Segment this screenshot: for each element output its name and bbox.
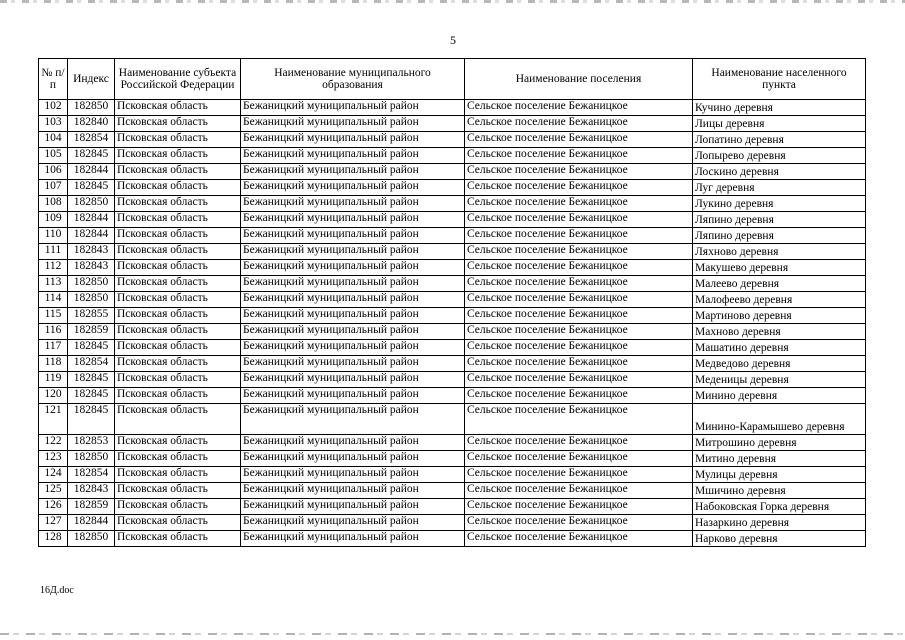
table-row [39,164,866,180]
cell-municipality: Бежаницкий муниципальный район [241,228,465,244]
table-row [39,100,866,116]
cell-subject: Псковская область [115,388,241,404]
cell-num: 111 [39,244,68,260]
cell-subject: Псковская область [115,292,241,308]
cell-index: 182844 [68,228,115,244]
cell-index: 182843 [68,483,115,499]
cell-subject: Псковская область [115,356,241,372]
table-row [39,499,866,515]
cell-num: 113 [39,276,68,292]
cell-locality: Лоскино деревня [693,164,866,180]
header-municipality: Наименование муниципального образования [241,59,465,100]
cell-subject: Псковская область [115,276,241,292]
cell-subject: Псковская область [115,116,241,132]
cell-subject: Псковская область [115,467,241,483]
cell-index: 182854 [68,467,115,483]
cell-num: 121 [39,404,68,435]
cell-settlement: Сельское поселение Бежаницкое [465,515,693,531]
cell-index: 182845 [68,404,115,435]
table-row [39,244,866,260]
cell-index: 182850 [68,292,115,308]
cell-index: 182844 [68,212,115,228]
cell-index: 182850 [68,276,115,292]
cell-municipality: Бежаницкий муниципальный район [241,404,465,435]
cell-num: 109 [39,212,68,228]
table-body [39,100,866,547]
cell-index: 182845 [68,180,115,196]
cell-settlement: Сельское поселение Бежаницкое [465,212,693,228]
cell-subject: Псковская область [115,451,241,467]
cell-locality: Луг деревня [693,180,866,196]
cell-subject: Псковская область [115,148,241,164]
cell-locality: Минино-Карамышево деревня [693,404,866,435]
cell-num: 128 [39,531,68,547]
cell-locality: Мартиново деревня [693,308,866,324]
cell-settlement: Сельское поселение Бежаницкое [465,148,693,164]
cell-settlement: Сельское поселение Бежаницкое [465,100,693,116]
scan-edge-top [0,0,905,3]
cell-locality: Машатино деревня [693,340,866,356]
table-row [39,180,866,196]
cell-subject: Псковская область [115,180,241,196]
cell-subject: Псковская область [115,196,241,212]
cell-locality: Мулицы деревня [693,467,866,483]
cell-locality: Лукино деревня [693,196,866,212]
cell-locality: Митрошино деревня [693,435,866,451]
cell-index: 182844 [68,515,115,531]
cell-index: 182854 [68,132,115,148]
cell-locality: Лопырево деревня [693,148,866,164]
cell-municipality: Бежаницкий муниципальный район [241,116,465,132]
cell-subject: Псковская область [115,531,241,547]
cell-index: 182845 [68,148,115,164]
table-header-row [39,59,866,100]
cell-municipality: Бежаницкий муниципальный район [241,308,465,324]
cell-num: 123 [39,451,68,467]
cell-num: 115 [39,308,68,324]
cell-municipality: Бежаницкий муниципальный район [241,435,465,451]
cell-locality: Кучино деревня [693,100,866,116]
cell-settlement: Сельское поселение Бежаницкое [465,388,693,404]
table-row [39,340,866,356]
cell-locality: Меденицы деревня [693,372,866,388]
cell-index: 182850 [68,100,115,116]
cell-settlement: Сельское поселение Бежаницкое [465,451,693,467]
cell-settlement: Сельское поселение Бежаницкое [465,531,693,547]
cell-subject: Псковская область [115,132,241,148]
cell-settlement: Сельское поселение Бежаницкое [465,308,693,324]
cell-settlement: Сельское поселение Бежаницкое [465,276,693,292]
cell-locality: Мшичино деревня [693,483,866,499]
table-row [39,292,866,308]
table-row [39,404,866,435]
cell-subject: Псковская область [115,372,241,388]
cell-municipality: Бежаницкий муниципальный район [241,340,465,356]
cell-municipality: Бежаницкий муниципальный район [241,483,465,499]
cell-num: 127 [39,515,68,531]
table-row [39,148,866,164]
table-row [39,116,866,132]
cell-locality: Лицы деревня [693,116,866,132]
cell-municipality: Бежаницкий муниципальный район [241,388,465,404]
cell-locality: Малофеево деревня [693,292,866,308]
cell-municipality: Бежаницкий муниципальный район [241,372,465,388]
cell-municipality: Бежаницкий муниципальный район [241,531,465,547]
cell-settlement: Сельское поселение Бежаницкое [465,467,693,483]
cell-num: 102 [39,100,68,116]
cell-subject: Псковская область [115,212,241,228]
cell-municipality: Бежаницкий муниципальный район [241,212,465,228]
cell-subject: Псковская область [115,164,241,180]
cell-subject: Псковская область [115,435,241,451]
cell-num: 105 [39,148,68,164]
cell-num: 107 [39,180,68,196]
scan-edge-bottom [0,633,905,635]
cell-municipality: Бежаницкий муниципальный район [241,356,465,372]
cell-num: 103 [39,116,68,132]
cell-locality: Ляпино деревня [693,228,866,244]
cell-subject: Псковская область [115,499,241,515]
header-settlement: Наименование поселения [465,59,693,100]
table-row [39,435,866,451]
table-row [39,515,866,531]
cell-index: 182844 [68,164,115,180]
cell-index: 182850 [68,196,115,212]
cell-locality: Набоковская Горка деревня [693,499,866,515]
header-index: Индекс [68,59,115,100]
cell-municipality: Бежаницкий муниципальный район [241,164,465,180]
cell-subject: Псковская область [115,404,241,435]
cell-municipality: Бежаницкий муниципальный район [241,148,465,164]
cell-settlement: Сельское поселение Бежаницкое [465,116,693,132]
cell-municipality: Бежаницкий муниципальный район [241,132,465,148]
cell-municipality: Бежаницкий муниципальный район [241,244,465,260]
table-row [39,531,866,547]
cell-municipality: Бежаницкий муниципальный район [241,100,465,116]
cell-num: 118 [39,356,68,372]
cell-subject: Псковская область [115,515,241,531]
cell-municipality: Бежаницкий муниципальный район [241,515,465,531]
cell-subject: Псковская область [115,483,241,499]
cell-settlement: Сельское поселение Бежаницкое [465,372,693,388]
cell-num: 104 [39,132,68,148]
cell-settlement: Сельское поселение Бежаницкое [465,499,693,515]
header-subject: Наименование субъекта Российской Федерации [115,59,241,100]
cell-index: 182855 [68,308,115,324]
table-row [39,228,866,244]
table-row [39,467,866,483]
cell-municipality: Бежаницкий муниципальный район [241,467,465,483]
table-row [39,196,866,212]
cell-index: 182845 [68,388,115,404]
cell-index: 182843 [68,244,115,260]
cell-subject: Псковская область [115,308,241,324]
table-row [39,372,866,388]
cell-num: 114 [39,292,68,308]
table-row [39,132,866,148]
cell-locality: Махново деревня [693,324,866,340]
cell-subject: Псковская область [115,100,241,116]
cell-settlement: Сельское поселение Бежаницкое [465,292,693,308]
cell-settlement: Сельское поселение Бежаницкое [465,260,693,276]
cell-locality: Малеево деревня [693,276,866,292]
page-number: 5 [450,33,456,47]
cell-index: 182840 [68,116,115,132]
cell-subject: Псковская область [115,324,241,340]
cell-index: 182854 [68,356,115,372]
cell-num: 117 [39,340,68,356]
cell-settlement: Сельское поселение Бежаницкое [465,356,693,372]
cell-municipality: Бежаницкий муниципальный район [241,451,465,467]
footer-filename: 16Д.doc [40,585,74,596]
cell-index: 182859 [68,499,115,515]
cell-subject: Псковская область [115,228,241,244]
cell-num: 119 [39,372,68,388]
cell-num: 106 [39,164,68,180]
cell-index: 182859 [68,324,115,340]
cell-num: 125 [39,483,68,499]
cell-num: 120 [39,388,68,404]
cell-municipality: Бежаницкий муниципальный район [241,292,465,308]
cell-municipality: Бежаницкий муниципальный район [241,276,465,292]
cell-locality: Ляпино деревня [693,212,866,228]
cell-num: 122 [39,435,68,451]
table-row [39,324,866,340]
cell-settlement: Сельское поселение Бежаницкое [465,164,693,180]
cell-num: 124 [39,467,68,483]
table-row [39,260,866,276]
cell-index: 182845 [68,340,115,356]
table-row [39,356,866,372]
cell-settlement: Сельское поселение Бежаницкое [465,180,693,196]
cell-index: 182850 [68,451,115,467]
cell-locality: Медведово деревня [693,356,866,372]
cell-index: 182850 [68,531,115,547]
cell-settlement: Сельское поселение Бежаницкое [465,483,693,499]
cell-num: 108 [39,196,68,212]
settlements-table [38,58,866,547]
header-locality: Наименование населенного пункта [693,59,866,100]
cell-settlement: Сельское поселение Бежаницкое [465,340,693,356]
cell-index: 182845 [68,372,115,388]
cell-municipality: Бежаницкий муниципальный район [241,324,465,340]
table-row [39,212,866,228]
cell-subject: Псковская область [115,340,241,356]
cell-settlement: Сельское поселение Бежаницкое [465,324,693,340]
cell-municipality: Бежаницкий муниципальный район [241,196,465,212]
cell-settlement: Сельское поселение Бежаницкое [465,244,693,260]
cell-locality: Митино деревня [693,451,866,467]
table-row [39,388,866,404]
cell-municipality: Бежаницкий муниципальный район [241,180,465,196]
cell-settlement: Сельское поселение Бежаницкое [465,435,693,451]
cell-settlement: Сельское поселение Бежаницкое [465,404,693,435]
table-row [39,276,866,292]
cell-locality: Минино деревня [693,388,866,404]
cell-municipality: Бежаницкий муниципальный район [241,260,465,276]
cell-num: 110 [39,228,68,244]
cell-locality: Назаркино деревня [693,515,866,531]
table-row [39,483,866,499]
cell-locality: Лопатино деревня [693,132,866,148]
cell-settlement: Сельское поселение Бежаницкое [465,196,693,212]
cell-num: 112 [39,260,68,276]
cell-settlement: Сельское поселение Бежаницкое [465,228,693,244]
table-row [39,451,866,467]
cell-subject: Псковская область [115,260,241,276]
cell-index: 182853 [68,435,115,451]
cell-settlement: Сельское поселение Бежаницкое [465,132,693,148]
cell-index: 182843 [68,260,115,276]
cell-locality: Макушево деревня [693,260,866,276]
cell-subject: Псковская область [115,244,241,260]
header-num: № п/п [39,59,68,100]
cell-locality: Ляхново деревня [693,244,866,260]
cell-num: 126 [39,499,68,515]
cell-locality: Нарково деревня [693,531,866,547]
cell-municipality: Бежаницкий муниципальный район [241,499,465,515]
cell-num: 116 [39,324,68,340]
table-row [39,308,866,324]
